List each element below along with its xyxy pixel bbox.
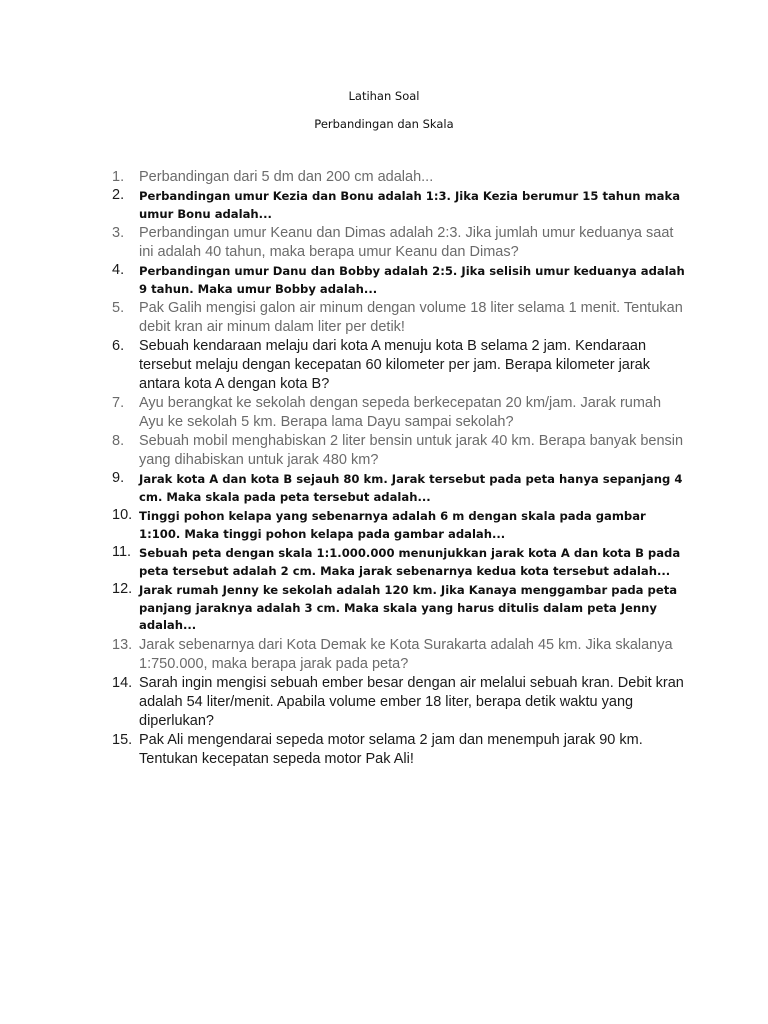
question-item-8 bbox=[112, 432, 687, 470]
question-number: 3. bbox=[112, 225, 125, 241]
question-number: 5. bbox=[112, 300, 125, 316]
question-text: Sebuah peta dengan skala 1:1.000.000 menunjukkan jarak kota A dan kota B pada peta tersebut adalah 2 cm. Maka jarak sebenarnya kedua kota tersebut adalah... bbox=[139, 546, 681, 578]
question-number: 7. bbox=[112, 395, 125, 411]
question-text: Tinggi pohon kelapa yang sebenarnya adalah 6 m dengan skala pada gambar 1:100. Maka tinggi pohon kelapa pada gambar adalah... bbox=[139, 509, 646, 541]
question-item-10 bbox=[112, 507, 687, 544]
question-item-3 bbox=[112, 224, 687, 262]
question-number: 11. bbox=[112, 544, 132, 560]
question-item-15 bbox=[112, 731, 687, 769]
question-text: Perbandingan umur Keanu dan Dimas adalah 2:3. Jika jumlah umur keduanya saat ini adalah 40 tahun, maka berapa umur Keanu dan Dimas? bbox=[139, 225, 674, 260]
question-item-5 bbox=[112, 299, 687, 337]
question-item-13 bbox=[112, 636, 687, 674]
question-number: 13. bbox=[112, 636, 133, 653]
question-item-1 bbox=[112, 168, 687, 187]
question-number: 14. bbox=[112, 674, 133, 691]
question-text: Pak Ali mengendarai sepeda motor selama 2 jam dan menempuh jarak 90 km. Tentukan kecepatan sepeda motor Pak Ali! bbox=[139, 731, 643, 767]
question-number: 15. bbox=[112, 731, 133, 748]
question-text: Perbandingan umur Danu dan Bobby adalah 2:5. Jika selisih umur keduanya adalah 9 tahun. Maka umur Bobby adalah... bbox=[139, 264, 685, 296]
question-item-7 bbox=[112, 394, 687, 432]
question-item-4 bbox=[112, 262, 687, 299]
document-title: Latihan Soal bbox=[348, 89, 420, 103]
question-text: Pak Galih mengisi galon air minum dengan volume 18 liter selama 1 menit. Tentukan debit kran air minum dalam liter per detik! bbox=[139, 300, 683, 335]
question-number: 1. bbox=[112, 169, 125, 185]
question-number: 10. bbox=[112, 507, 133, 523]
question-text: Perbandingan umur Kezia dan Bonu adalah 1:3. Jika Kezia berumur 15 tahun maka umur Bonu adalah... bbox=[139, 189, 681, 221]
question-item-2 bbox=[112, 187, 687, 224]
question-item-9 bbox=[112, 470, 687, 507]
question-text: Jarak sebenarnya dari Kota Demak ke Kota Surakarta adalah 45 km. Jika skalanya 1:750.000, maka berapa jarak pada peta? bbox=[139, 636, 673, 672]
question-text: Perbandingan dari 5 dm dan 200 cm adalah... bbox=[139, 169, 434, 185]
question-item-6 bbox=[112, 337, 687, 394]
question-number: 4. bbox=[112, 262, 125, 278]
question-item-14 bbox=[112, 674, 687, 731]
question-number: 2. bbox=[112, 187, 125, 203]
question-list bbox=[112, 168, 687, 769]
question-number: 12. bbox=[112, 581, 133, 597]
question-number: 9. bbox=[112, 470, 125, 486]
question-number: 8. bbox=[112, 433, 125, 449]
question-text: Ayu berangkat ke sekolah dengan sepeda berkecepatan 20 km/jam. Jarak rumah Ayu ke sekolah 5 km. Berapa lama Dayu sampai sekolah? bbox=[139, 395, 662, 430]
question-item-11 bbox=[112, 544, 687, 581]
document-subtitle: Perbandingan dan Skala bbox=[314, 117, 454, 131]
question-text: Sarah ingin mengisi sebuah ember besar dengan air melalui sebuah kran. Debit kran adalah 54 liter/menit. Apabila volume ember 18 liter, berapa detik waktu yang diperlukan? bbox=[139, 674, 684, 729]
question-text: Sebuah kendaraan melaju dari kota A menuju kota B selama 2 jam. Kendaraan tersebut melaju dengan kecepatan 60 kilometer per jam. Berapa kilometer jarak antara kota A dengan kota B? bbox=[139, 338, 650, 392]
question-number: 6. bbox=[112, 338, 125, 354]
question-text: Jarak kota A dan kota B sejauh 80 km. Jarak tersebut pada peta hanya sepanjang 4 cm. Maka skala pada peta tersebut adalah... bbox=[139, 472, 683, 504]
question-text: Jarak rumah Jenny ke sekolah adalah 120 km. Jika Kanaya menggambar pada peta panjang jaraknya adalah 3 cm. Maka skala yang harus ditulis dalam peta Jenny adalah... bbox=[139, 583, 678, 632]
question-text: Sebuah mobil menghabiskan 2 liter bensin untuk jarak 40 km. Berapa banyak bensin yang dihabiskan untuk jarak 480 km? bbox=[139, 433, 684, 468]
question-item-12 bbox=[112, 581, 687, 636]
